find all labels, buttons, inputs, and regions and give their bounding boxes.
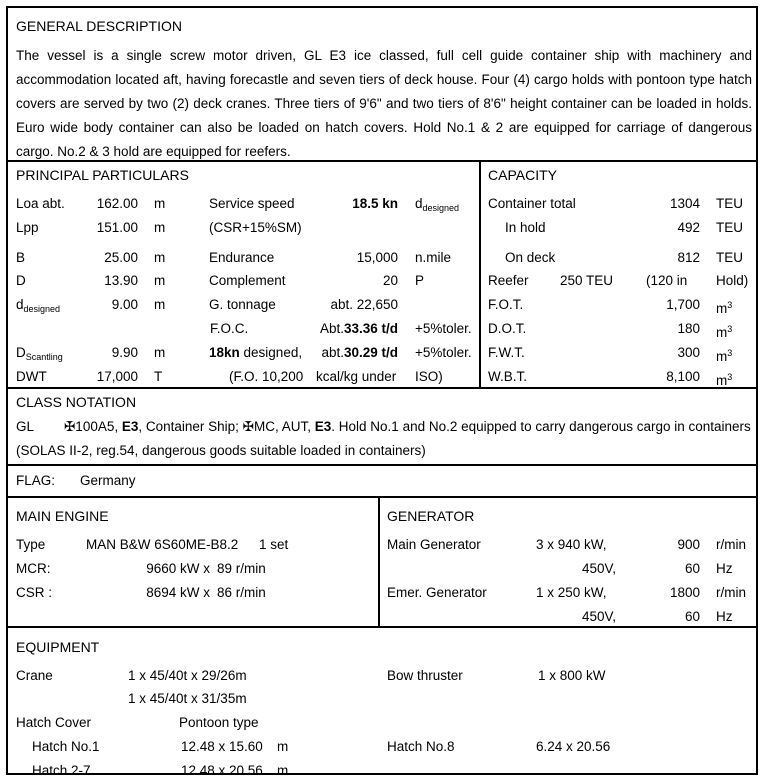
divider — [8, 626, 756, 628]
principal-title: PRINCIPAL PARTICULARS — [16, 167, 189, 183]
csr-value: 8694 kW x — [146, 585, 210, 600]
csr-note: (CSR+15%SM) — [209, 220, 302, 235]
d-scantling-label: $D_{Scantling}$ — [16, 345, 63, 362]
service-speed-label: Service speed — [209, 196, 295, 211]
equipment-title: EQUIPMENT — [16, 639, 100, 655]
lpp-label: Lpp — [16, 220, 39, 235]
bow-thruster-label: Bow thruster — [387, 668, 463, 683]
fo-note-c: ISO) — [415, 369, 443, 384]
crane-spec-2: 1 x 45/40t x 31/35m — [128, 691, 247, 706]
general-text: The vessel is a single screw motor driven, GL E3 ice classed, full cell guide container ship with machinery and accommodation located aft, having forecastle and seven tiers of deck house. Four (4) cargo holds with pontoon type hatch covers are served by two (2) deck cranes. Three tiers of 9'6" and two tiers of 8'6" height container can be loaded in holds. Euro wide body container can also be loaded on hatch covers. Hold No.1 & 2 are equipped for carriage of dangerous cargo. No.2 & 3 hold are equipped for reefers. — [16, 48, 752, 159]
dot-unit: $m^3$ — [716, 324, 733, 340]
class-notation-title: CLASS NOTATION — [16, 394, 137, 410]
main-generator-rpm: 900 — [677, 537, 700, 552]
hatch-1-value: 12.48 x 15.60 — [181, 739, 263, 754]
mcr-value: 9660 kW x — [146, 561, 210, 576]
dwt-unit: T — [154, 369, 163, 384]
foc-designed-tolerance: +5%toler. — [415, 345, 472, 360]
d-scantling-value: 9.90 — [111, 345, 138, 360]
wbt-value: 8,100 — [666, 369, 700, 384]
foc-designed-label: 18kn designed, — [209, 345, 303, 360]
reefer-value: 250 TEU — [560, 273, 614, 288]
hatch-8-value: 6.24 x 20.56 — [536, 739, 611, 754]
d-designed-value: 9.00 — [111, 297, 138, 312]
crane-spec-1: 1 x 45/40t x 29/26m — [128, 668, 247, 683]
crane-label: Crane — [16, 668, 53, 683]
endurance-label: Endurance — [209, 250, 275, 265]
fot-unit: $m^3$ — [716, 300, 733, 316]
emergency-generator-value: 1 x 250 kW, — [536, 585, 607, 600]
hatch-cover-type: Pontoon type — [179, 715, 259, 730]
fot-label: F.O.T. — [488, 297, 524, 312]
dot-label: D.O.T. — [488, 321, 527, 336]
class-society: GL — [16, 419, 35, 434]
emergency-generator-hz: 60 — [684, 609, 700, 624]
b-label: B — [16, 250, 26, 265]
d-designed-label: $d_{designed}$ — [16, 297, 61, 314]
foc-value: Abt.33.36 t/d — [319, 321, 398, 336]
service-speed-value: 18.5 kn — [352, 196, 398, 211]
main-generator-voltage: 450V, — [581, 561, 616, 576]
generator-title: GENERATOR — [387, 508, 475, 524]
fo-note-b: kcal/kg under — [316, 369, 397, 384]
csr-label: CSR : — [16, 585, 53, 600]
on-deck-value: 812 — [677, 250, 700, 265]
hatch-2-7-label: Hatch 2-7 — [32, 763, 91, 778]
dot-value: 180 — [677, 321, 700, 336]
d-label: D — [16, 273, 26, 288]
fo-note-a: (F.O. 10,200 — [229, 369, 304, 384]
fwt-label: F.W.T. — [488, 345, 525, 360]
foc-label: F.O.C. — [210, 321, 249, 336]
column-divider — [479, 160, 481, 387]
in-hold-value: 492 — [677, 220, 700, 235]
mcr-rpm: 89 r/min — [217, 561, 266, 576]
dwt-value: 17,000 — [96, 369, 138, 384]
container-total-value: 1304 — [669, 196, 700, 211]
dwt-label: DWT — [16, 369, 47, 384]
main-generator-hz-unit: Hz — [716, 561, 733, 576]
endurance-unit: n.mile — [415, 250, 452, 265]
class-notation-line1: ✠100A5, E3, Container Ship; ✠MC, AUT, E3. Hold No.1 and No.2 equipped to carry dangerous cargo in containers — [64, 419, 751, 434]
d-scantling-unit: m — [154, 345, 166, 360]
hatch-1-unit: m — [277, 739, 289, 754]
in-hold-label: In hold — [505, 220, 546, 235]
service-speed-condition: $d_{designed}$ — [415, 196, 460, 213]
divider — [8, 387, 756, 389]
flag-value: Germany — [80, 473, 136, 488]
in-hold-unit: TEU — [716, 220, 743, 235]
column-divider — [378, 496, 380, 626]
main-generator-hz: 60 — [684, 561, 700, 576]
d-value: 13.90 — [104, 273, 138, 288]
foc-designed-value: abt.30.29 t/d — [321, 345, 398, 360]
reefer-note-a: (120 in — [646, 273, 688, 288]
divider — [8, 160, 756, 162]
spec-sheet — [6, 6, 758, 778]
complement-unit: P — [415, 273, 425, 288]
emergency-generator-rpm: 1800 — [669, 585, 700, 600]
container-total-label: Container total — [488, 196, 576, 211]
d-designed-unit: m — [154, 297, 166, 312]
main-engine-title: MAIN ENGINE — [16, 508, 109, 524]
hatch-1-label: Hatch No.1 — [32, 739, 100, 754]
divider — [8, 464, 756, 466]
hatch-2-7-unit: m — [277, 763, 289, 778]
foc-tolerance: +5%toler. — [415, 321, 472, 336]
engine-type-value: MAN B&W 6S60ME-B8.2 — [86, 537, 239, 552]
divider — [8, 496, 756, 498]
bow-thruster-value: 1 x 800 kW — [538, 668, 606, 683]
hatch-2-7-value: 12.48 x 20.56 — [181, 763, 263, 778]
loa-label: Loa abt. — [16, 196, 65, 211]
class-notation-line2: (SOLAS II-2, reg.54, dangerous goods suitable loaded in containers) — [16, 443, 426, 458]
engine-type-label: Type — [16, 537, 46, 552]
on-deck-unit: TEU — [716, 250, 743, 265]
flag-label: FLAG: — [16, 473, 56, 488]
reefer-note-b: Hold) — [716, 273, 749, 288]
emergency-generator-rpm-unit: r/min — [716, 585, 746, 600]
main-generator-rpm-unit: r/min — [716, 537, 746, 552]
lpp-value: 151.00 — [96, 220, 138, 235]
gt-label: G. tonnage — [209, 297, 276, 312]
b-unit: m — [154, 250, 166, 265]
capacity-title: CAPACITY — [488, 167, 557, 183]
loa-unit: m — [154, 196, 166, 211]
b-value: 25.00 — [104, 250, 138, 265]
wbt-label: W.B.T. — [488, 369, 528, 384]
emergency-generator-hz-unit: Hz — [716, 609, 733, 624]
wbt-unit: $m^3$ — [716, 372, 733, 388]
d-unit: m — [154, 273, 166, 288]
complement-label: Complement — [209, 273, 286, 288]
lpp-unit: m — [154, 220, 166, 235]
main-generator-label: Main Generator — [387, 537, 481, 552]
fwt-unit: $m^3$ — [716, 348, 733, 364]
complement-value: 20 — [382, 273, 398, 288]
main-generator-value: 3 x 940 kW, — [536, 537, 607, 552]
emergency-generator-label: Emer. Generator — [387, 585, 487, 600]
general-title: GENERAL DESCRIPTION — [16, 18, 182, 34]
mcr-label: MCR: — [16, 561, 51, 576]
fot-value: 1,700 — [666, 297, 700, 312]
endurance-value: 15,000 — [356, 250, 398, 265]
reefer-label: Reefer — [488, 273, 529, 288]
fwt-value: 300 — [677, 345, 700, 360]
hatch-8-label: Hatch No.8 — [387, 739, 455, 754]
engine-quantity: 1 set — [259, 537, 289, 552]
container-total-unit: TEU — [716, 196, 743, 211]
hatch-cover-label: Hatch Cover — [16, 715, 92, 730]
on-deck-label: On deck — [505, 250, 556, 265]
gt-value: abt. 22,650 — [330, 297, 398, 312]
emergency-generator-voltage: 450V, — [581, 609, 616, 624]
loa-value: 162.00 — [96, 196, 138, 211]
csr-rpm: 86 r/min — [217, 585, 266, 600]
